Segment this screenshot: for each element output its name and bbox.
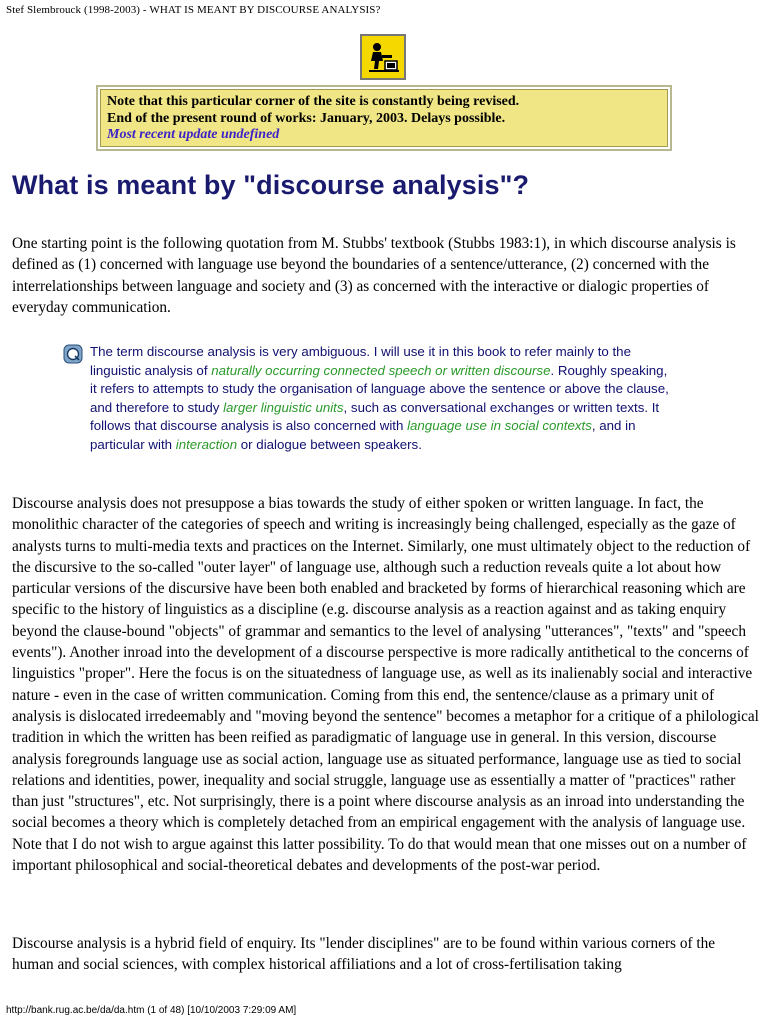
- worker-construction-icon: [365, 39, 401, 75]
- body-paragraph-2: Discourse analysis does not presuppose a bias towards the study of either spoken or written language. In fact, the monolithic character of the categories of speech and writing is increasingly being challenged, especially as the gaze of analysts turns to multi-media texts and practices on the Internet. Similarly, one must ultimately object to the reduction of the discursive to the so-called "outer layer" of language use, although such a reduction reveals quite a lot about how particular versions of the discursive have been both enabled and bracketed by forms of hierarchical reasoning which are specific to the history of linguistics as a discipline (e.g. discourse analysis as a reaction against and as taking enquiry beyond the clause-bound "objects" of grammar and semantics to the level of analysing "utterances", "texts" and "speech events"). Another inroad into the development of a discourse perspective is more radically antithetical to the concerns of linguistics "proper". Here the focus is on the situatedness of language use, as well as its inalienably social and interactive nature - even in the case of written communication. Coming from this end, the sentence/clause as a primary unit of analysis is dislocated irredeemably and "moving beyond the sentence" becomes a metaphor for a critique of a philological tradition in which the written has been reified as paradigmatic of language use in general. In this version, discourse analysis foregrounds language use as social action, language use as situated performance, language use as tied to social relations and identities, power, inequality and social struggle, language use as essentially a matter of "practices" rather than just "structures", etc. Not surprisingly, there is a point where discourse analysis as an inroad into understanding the social becomes a theory which is completely detached from an empirical engagement with the analysis of language use. Note that I do not wish to argue against this latter possibility. To do that would mean that one misses out on a number of important philosophical and social-theoretical debates and developments of the post-war period.: [12, 495, 759, 875]
- quote-highlight-1: naturally occurring connected speech or written discourse: [211, 362, 551, 378]
- construction-icon: [360, 34, 406, 80]
- revision-notice: [96, 85, 672, 151]
- stubbs-quotation: The term discourse analysis is very ambiguous. I will use it in this book to refer mainly to the linguistic analysis of naturally occurring connected speech or written discourse. Roughly speaking, it refers to attempts to study the organisation of language above the sentence or above the clause, and therefore to study larger linguistic units, such as conversational exchanges or written texts. It follows that discourse analysis is also concerned with language use in social contexts, and in particular with interaction or dialogue between speakers.: [90, 344, 669, 452]
- intro-paragraph: One starting point is the following quotation from M. Stubbs' textbook (Stubbs 1983:1), in which discourse analysis is defined as (1) concerned with language use beyond the boundaries of a sentence/utterance, (2) concerned with the interrelationships between language and society and (3) as concerned with the interactive or dialogic properties of everyday communication.: [12, 235, 736, 316]
- notice-line-1: Note that this particular corner of the site is constantly being revised.: [107, 94, 520, 109]
- update-link[interactable]: Most recent update undefined: [107, 127, 280, 142]
- body-paragraph-3: Discourse analysis is a hybrid field of enquiry. Its "lender disciplines" are to be found within various corners of the human and social sciences, with complex historical affiliations and a lot of cross-fertilisation taking: [12, 935, 716, 974]
- notice-line-2: End of the present round of works: January, 2003. Delays possible.: [107, 110, 506, 126]
- page-title: What is meant by "discourse analysis"?: [12, 170, 530, 200]
- quote-highlight-2: larger linguistic units: [223, 399, 344, 415]
- page-footer-url: http://bank.rug.ac.be/da/da.htm (1 of 48) [10/10/2003 7:29:09 AM]: [6, 1005, 297, 1016]
- quote-bubble-icon: [63, 344, 83, 364]
- running-header: Stef Slembrouck (1998-2003) - WHAT IS MEANT BY DISCOURSE ANALYSIS?: [6, 4, 381, 16]
- quote-highlight-4: interaction: [175, 436, 238, 452]
- quote-highlight-3: language use in social contexts: [407, 418, 592, 433]
